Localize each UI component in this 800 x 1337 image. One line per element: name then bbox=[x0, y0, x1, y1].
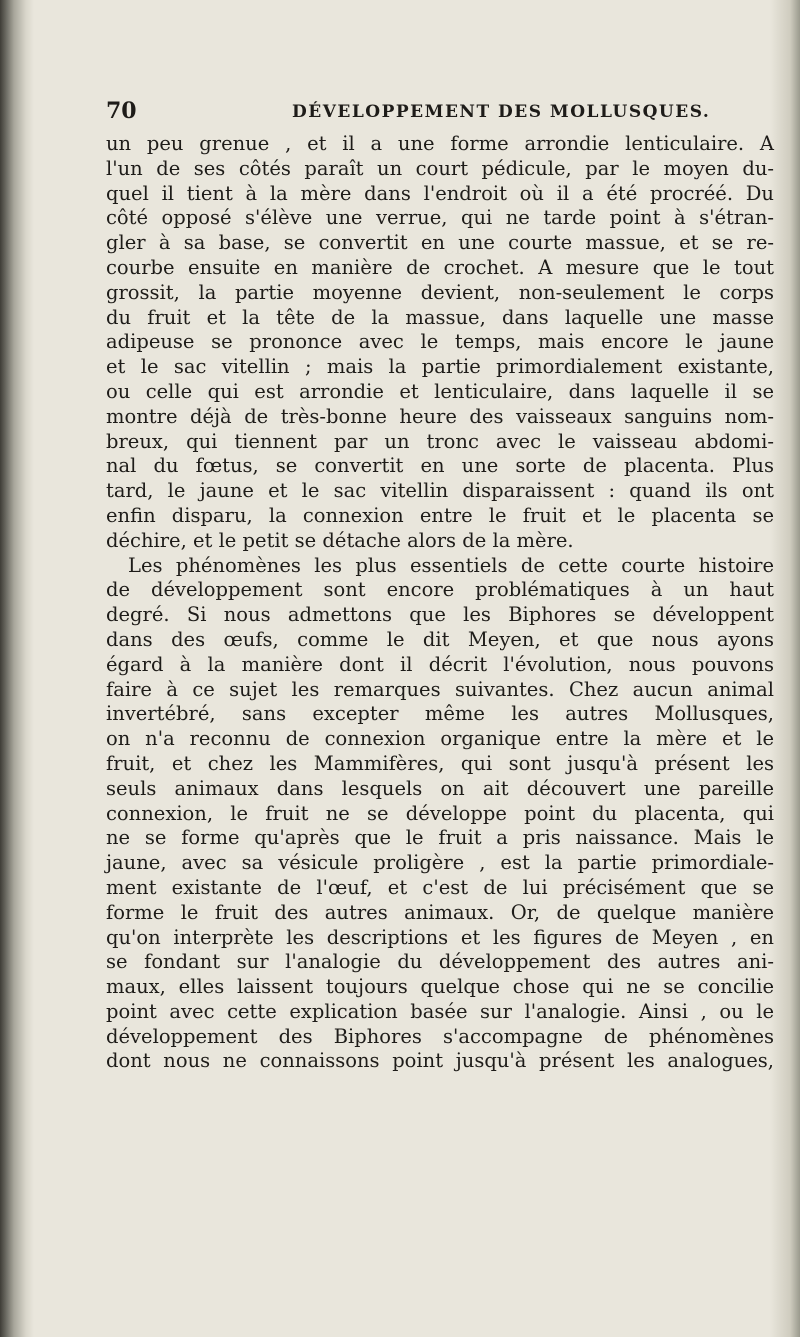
text-line: qu'on interprète les descriptions et les figures de Meyen , en bbox=[106, 925, 774, 949]
text-line: quel il tient à la mère dans l'endroit où il a été procréé. Du bbox=[106, 181, 774, 205]
text-line: ment existante de l'œuf, et c'est de lui précisément que se bbox=[106, 875, 774, 899]
running-head bbox=[106, 98, 774, 126]
text-line: déchire, et le petit se détache alors de la mère. bbox=[106, 528, 574, 552]
text-line: nal du fœtus, se convertit en une sorte de placenta. Plus bbox=[106, 454, 774, 478]
text-line: seuls animaux dans lesquels on ait découvert une pareille bbox=[106, 776, 774, 800]
text-line: l'un de ses côtés paraît un court pédicule, par le moyen du- bbox=[106, 156, 774, 180]
page-number: 70 bbox=[106, 98, 137, 124]
text-line: dont nous ne connaissons point jusqu'à présent les analogues, bbox=[106, 1049, 774, 1073]
text-line: un peu grenue , et il a une forme arrondie lenticulaire. A bbox=[106, 132, 774, 155]
text-line: maux, elles laissent toujours quelque chose qui ne se concilie bbox=[106, 975, 774, 999]
text-line: égard à la manière dont il décrit l'évolution, nous pouvons bbox=[106, 652, 774, 676]
text-line: tard, le jaune et le sac vitellin disparaissent : quand ils ont bbox=[106, 479, 774, 503]
text-line: fruit, et chez les Mammifères, qui sont jusqu'à présent les bbox=[106, 751, 774, 775]
text-line: du fruit et la tête de la massue, dans laquelle une masse bbox=[106, 305, 774, 329]
text-line: grossit, la partie moyenne devient, non-seulement le corps bbox=[106, 280, 774, 304]
text-line: point avec cette explication basée sur l'analogie. Ainsi , ou le bbox=[106, 999, 774, 1023]
text-line: invertébré, sans excepter même les autres Mollusques, bbox=[106, 702, 774, 726]
text-line: enfin disparu, la connexion entre le fruit et le placenta se bbox=[106, 503, 774, 527]
page-header-title: DÉVELOPPEMENT DES MOLLUSQUES. bbox=[292, 102, 711, 122]
text-line: connexion, le fruit ne se développe point du placenta, qui bbox=[106, 801, 774, 825]
book-binding-edge bbox=[0, 0, 34, 1337]
text-line: se fondant sur l'analogie du développement des autres ani- bbox=[106, 950, 774, 974]
text-line: adipeuse se prononce avec le temps, mais encore le jaune bbox=[106, 330, 774, 354]
text-line: et le sac vitellin ; mais la partie primordialement existante, bbox=[106, 355, 774, 379]
paragraph-1 bbox=[106, 132, 774, 554]
text-line: montre déjà de très-bonne heure des vaisseaux sanguins nom- bbox=[106, 404, 774, 428]
text-line: on n'a reconnu de connexion organique entre la mère et le bbox=[106, 727, 774, 751]
text-line: degré. Si nous admettons que les Biphores se développent bbox=[106, 603, 774, 627]
text-line: ou celle qui est arrondie et lenticulaire, dans laquelle il se bbox=[106, 379, 774, 403]
text-line: de développement sont encore problématiques à un haut bbox=[106, 578, 774, 602]
text-line: dans des œufs, comme le dit Meyen, et que nous ayons bbox=[106, 627, 774, 651]
text-line: côté opposé s'élève une verrue, qui ne tarde point à s'étran- bbox=[106, 206, 774, 230]
text-line: ne se forme qu'après que le fruit a pris naissance. Mais le bbox=[106, 826, 774, 850]
text-line: courbe ensuite en manière de crochet. A mesure que le tout bbox=[106, 255, 774, 279]
paragraph-2 bbox=[106, 554, 774, 1075]
page-right-edge bbox=[770, 0, 800, 1337]
text-line: Les phénomènes les plus essentiels de cette courte histoire bbox=[128, 553, 774, 577]
text-line: développement des Biphores s'accompagne de phénomènes bbox=[106, 1024, 774, 1048]
text-line: jaune, avec sa vésicule proligère , est la partie primordiale- bbox=[106, 851, 774, 875]
text-line: forme le fruit des autres animaux. Or, de quelque manière bbox=[106, 900, 774, 924]
book-page bbox=[106, 98, 774, 1074]
text-line: gler à sa base, se convertit en une courte massue, et se re- bbox=[106, 231, 774, 255]
text-line: breux, qui tiennent par un tronc avec le vaisseau abdomi- bbox=[106, 429, 774, 453]
text-line: faire à ce sujet les remarques suivantes. Chez aucun animal bbox=[106, 677, 774, 701]
